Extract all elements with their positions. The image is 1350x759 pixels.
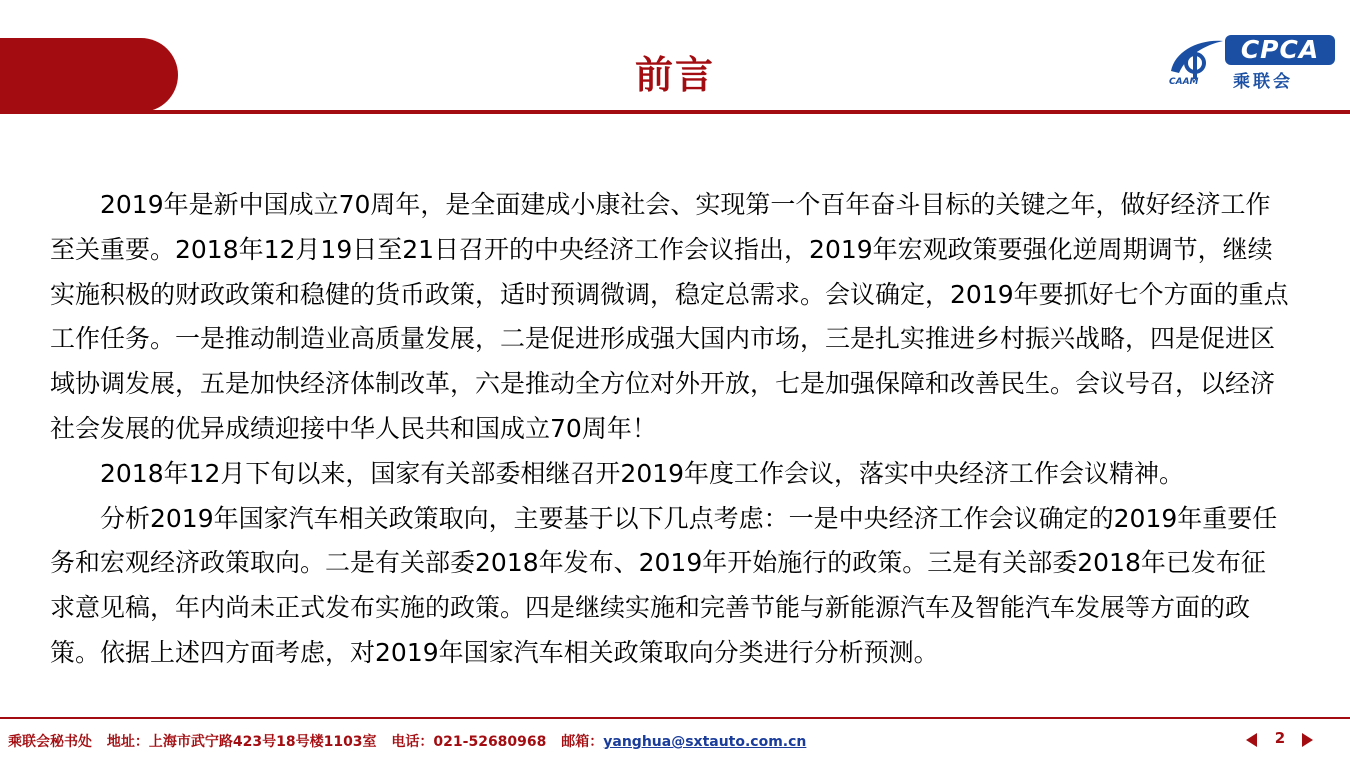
page-number: 2 (1274, 729, 1286, 747)
document-body (50, 183, 1290, 676)
footer-info (8, 731, 806, 751)
cpca-logo (1165, 33, 1340, 93)
next-page-icon[interactable] (1302, 733, 1313, 747)
footer-org: 乘联会秘书处 (8, 734, 92, 750)
footer-email-link[interactable]: yanghua@sxtauto.com.cn (603, 734, 807, 750)
paragraph: 分析2019年国家汽车相关政策取向，主要基于以下几点考虑：一是中央经济工作会议确定的2019年重要任务和宏观经济政策取向。二是有关部委2018年发布、2019年开始施行的政策。三是有关部委2018年已发布征求意见稿，年内尚未正式发布实施的政策。四是继续实施和完善节能与新能源汽车及智能汽车发展等方面的政策。依据上述四方面考虑，对2019年国家汽车相关政策取向分类进行分析预测。 (50, 503, 1278, 667)
logo-chinese-text: 乘联会 (1233, 72, 1293, 92)
footer-divider (0, 717, 1350, 719)
logo-cpca-text: CPCA (1225, 35, 1335, 65)
header-divider (0, 110, 1350, 114)
logo-caam-text: CAAM (1169, 77, 1199, 87)
page-title: 前言 (634, 53, 715, 97)
paragraph: 2018年12月下旬以来，国家有关部委相继召开2019年度工作会议，落实中央经济工作会议精神。 (100, 458, 1185, 488)
footer-phone: 电话：021-52680968 (391, 734, 547, 750)
paragraph: 2019年是新中国成立70周年，是全面建成小康社会、实现第一个百年奋斗目标的关键之年，做好经济工作至关重要。2018年12月19日至21日召开的中央经济工作会议指出，2019年宏观政策要强化逆周期调节，继续实施积极的财政政策和稳健的货币政策，适时预调微调，稳定总需求。会议确定，2019年要抓好七个方面的重点工作任务。一是推动制造业高质量发展，二是促进形成强大国内市场，三是扎实推进乡村振兴战略，四是促进区域协调发展，五是加快经济体制改革，六是推动全方位对外开放，七是加强保障和改善民生。会议号召，以经济社会发展的优异成绩迎接中华人民共和国成立70周年！ (50, 190, 1289, 443)
previous-page-icon[interactable] (1246, 733, 1257, 747)
footer-email-label: 邮箱： (561, 734, 604, 750)
footer-address: 地址：上海市武宁路423号18号楼1103室 (106, 734, 377, 750)
